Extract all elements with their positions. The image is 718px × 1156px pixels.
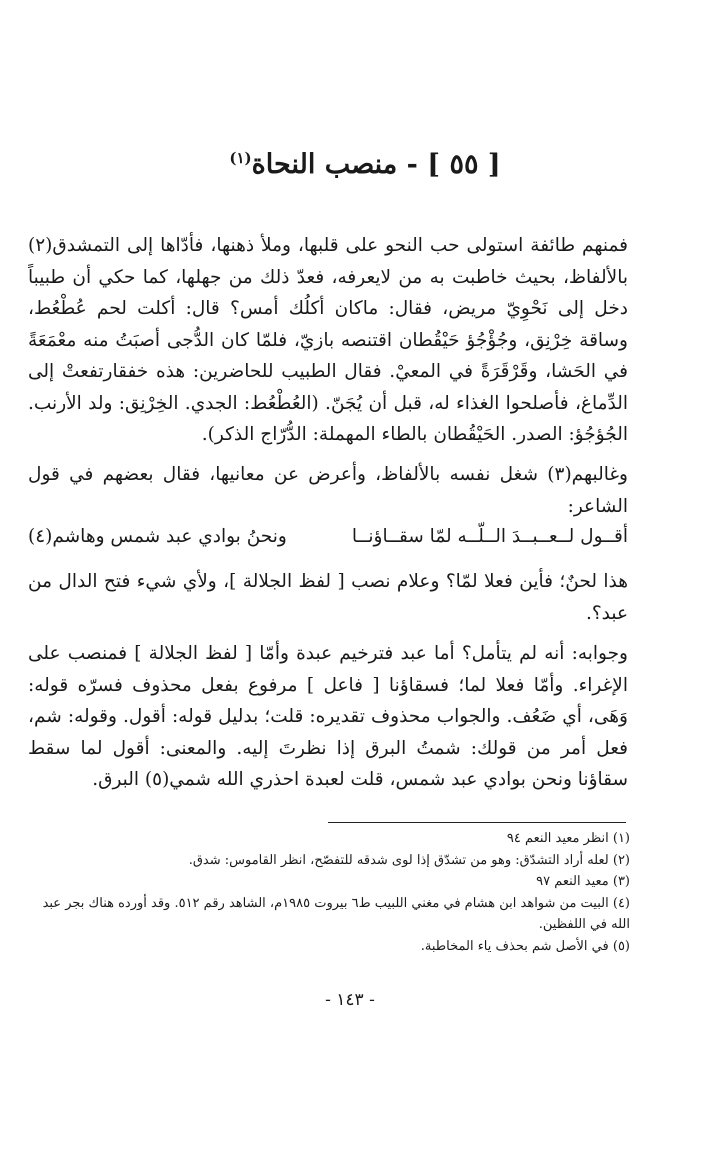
footnote: (٤) البيت من شواهد ابن هشام في مغني اللبيب ط٦ بيروت ١٩٨٥م، الشاهد رقم ٥١٢. وقد أورده هناك بجر عبد الله في اللفظين.: [42, 895, 630, 932]
verse-first-hemistich: أقــول لــعــبــدَ الــلّــه لمّا سقــاؤنــا: [351, 526, 628, 547]
footnotes: [40, 828, 630, 957]
footnote-separator: [328, 822, 626, 823]
page-title: [150, 138, 580, 185]
title-footnote-ref: (١): [229, 149, 252, 167]
footnote: (١) انظر معيد النعم ٩٤: [506, 831, 630, 846]
body-paragraph: وغالبهم(٣) شغل نفسه بالألفاظ، وأعرض عن معانيها، فقال بعضهم في قول الشاعر:: [28, 464, 628, 517]
body-paragraph: وجوابه: أنه لم يتأمل؟ أما عبد فترخيم عبدة وأمّا [ لفظ الجلالة ] فمنصب على الإغراء. وأمّا فعلا لما؛ فسقاؤنا [ فاعل ] مرفوع بفعل محذوف فسرّه قوله: وَهَى، أي ضَعُف. والجواب محذوف تقديره: قلت؛ بدليل قوله: أقول. وقوله: شم، فعل أمر من قولك: شمتُ البرق إذا نظرتَ إليه. والمعنى: أقول لما سقط سقاؤنا ونحن بوادي عبد شمس، قلت لعبدة احذري الله شمي(٥) البرق.: [28, 643, 628, 790]
poetry-verse: [28, 522, 628, 552]
footnote: (٥) في الأصل شم بحذف ياء المخاطبة.: [420, 938, 630, 954]
footnote: (٢) لعله أراد التشدّق: وهو من تشدّق إذا لوى شدقه للتفصّح، انظر القاموس: شدق.: [188, 852, 630, 868]
body-paragraph: هذا لحنٌ؛ فأين فعلا لمّا؟ وعلام نصب [ لفظ الجلالة ]، ولأي شيء فتح الدال من عبد؟.: [28, 571, 628, 624]
body-paragraph: فمنهم طائفة استولى حب النحو على قلبها، وملأ ذهنها، فأدّاها إلى التمشدق(٢) بالألفاظ، بحيث خاطبت به من لايعرفه، فعدّ ذلك من جهلها، كما حكي أن طبيباً دخل إلى نَحْوِيّ مريض، فقال: ماكان أكلُك أمس؟ قال: أكلت لحم عُطْعُط، وساقة خِرْنِق، وجُؤْجُؤ حَيْقُطان اقتنصه بازيّ، فلمّا كان الدُّجى أصبَتُ منه معْمَعَةً في الحَشا، وقَرْقَرَةً في المعيْ. فقال الطبيب للحاضرين: هذه خفقارتفعتْ إلى الدِّماغ، فأصلحوا الغذاء له، قبل أن يُجَنّ. (العُطْعُط: الجدي. الخِرْنِق: ولد الأرنب. الجُؤجُؤ: الصدر. الحَيْقُطان بالطاء المهملة: الدُّرّاج الذكر).: [28, 235, 628, 445]
page-number: - ١٤٣ -: [325, 990, 375, 1010]
verse-second-hemistich: ونحنُ بوادي عبد شمس وهاشم(٤): [28, 526, 287, 547]
footnote: (٣) معيد النعم ٩٧: [536, 874, 630, 889]
title-text: [ ٥٥ ] - منصب النحاة: [251, 149, 501, 180]
